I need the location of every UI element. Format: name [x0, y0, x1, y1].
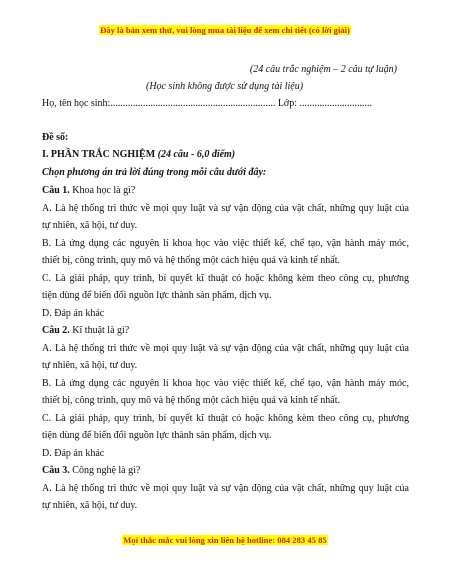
q2-option-c-cont: tiện dùng để biến đổi nguồn lực thành sản phẩm, dịch vụ. — [42, 430, 272, 441]
question-number: Câu 3. — [42, 465, 70, 476]
q2-option-b: B. Là ứng dụng các nguyên lí khoa học vào việc thiết kế, chế tạo, vận hành máy móc, — [42, 378, 409, 389]
q2-option-c: C. Là giải pháp, quy trình, bí quyết kĩ thuật có hoặc không kèm theo công cụ, phương — [42, 413, 409, 424]
question-text: Khoa học là gì? — [72, 185, 136, 196]
q1-option-a: A. Là hệ thống tri thức về mọi quy luật và sự vận động của vật chất, những quy luật của — [42, 203, 409, 214]
q1-option-d: D. Đáp án khác — [42, 308, 105, 319]
question-2 — [42, 324, 409, 337]
q3-option-a-cont: tự nhiên, xã hội, tư duy. — [42, 500, 138, 511]
section-heading — [42, 148, 409, 161]
section-instruction: Chọn phương án trả lời đúng trong mỗi câu dưới đây: — [42, 167, 267, 178]
q1-option-c: C. Là giải pháp, quy trình, bí quyết kĩ thuật có hoặc không kèm theo công cụ, phương — [42, 273, 409, 284]
q2-option-a: A. Là hệ thống tri thức về mọi quy luật và sự vận động của vật chất, những quy luật của — [42, 343, 409, 354]
question-text: Kĩ thuật là gì? — [72, 325, 130, 336]
q1-option-b: B. Là ứng dụng các nguyên lí khoa học vào việc thiết kế, chế tạo, vận hành máy móc, — [42, 238, 409, 249]
question-number: Câu 2. — [42, 325, 70, 336]
q2-option-b-cont: thiết bị, công trình, quy mô và hệ thống một cách hiệu quả và kinh tế nhất. — [42, 395, 340, 406]
q3-option-a: A. Là hệ thống tri thức về mọi quy luật và sự vận động của vật chất, những quy luật của — [42, 483, 409, 494]
student-info-line: Họ, tên học sinh:.................................................................. Lớp: ............................. — [42, 98, 372, 109]
exam-code-label: Đề số: — [42, 132, 69, 143]
preview-notice-banner: Đây là bản xem thử, vui lòng mua tài liệu để xem chi tiết (có lời giải) — [100, 25, 350, 35]
section-points: (24 câu - 6,0 điểm) — [157, 149, 236, 160]
materials-note: (Học sinh không được sử dụng tài liệu) — [146, 81, 304, 92]
question-1 — [42, 184, 409, 197]
q2-option-a-cont: tự nhiên, xã hội, tư duy. — [42, 360, 138, 371]
q2-option-d: D. Đáp án khác — [42, 448, 105, 459]
question-number: Câu 1. — [42, 185, 70, 196]
question-3 — [42, 464, 409, 477]
q1-option-c-cont: tiện dùng để biến đổi nguồn lực thành sản phẩm, dịch vụ. — [42, 290, 272, 301]
q1-option-a-cont: tự nhiên, xã hội, tư duy. — [42, 220, 138, 231]
hotline-banner: Mọi thắc mắc vui lòng xin liên hệ hotline: 084 283 45 85 — [123, 535, 327, 545]
section-title: I. PHẦN TRẮC NGHIỆM — [42, 149, 156, 160]
exam-format: (24 câu trắc nghiệm – 2 câu tự luận) — [249, 64, 397, 75]
question-text: Công nghệ là gì? — [72, 465, 141, 476]
q1-option-b-cont: thiết bị, công trình, quy mô và hệ thống một cách hiệu quả và kinh tế nhất. — [42, 255, 340, 266]
